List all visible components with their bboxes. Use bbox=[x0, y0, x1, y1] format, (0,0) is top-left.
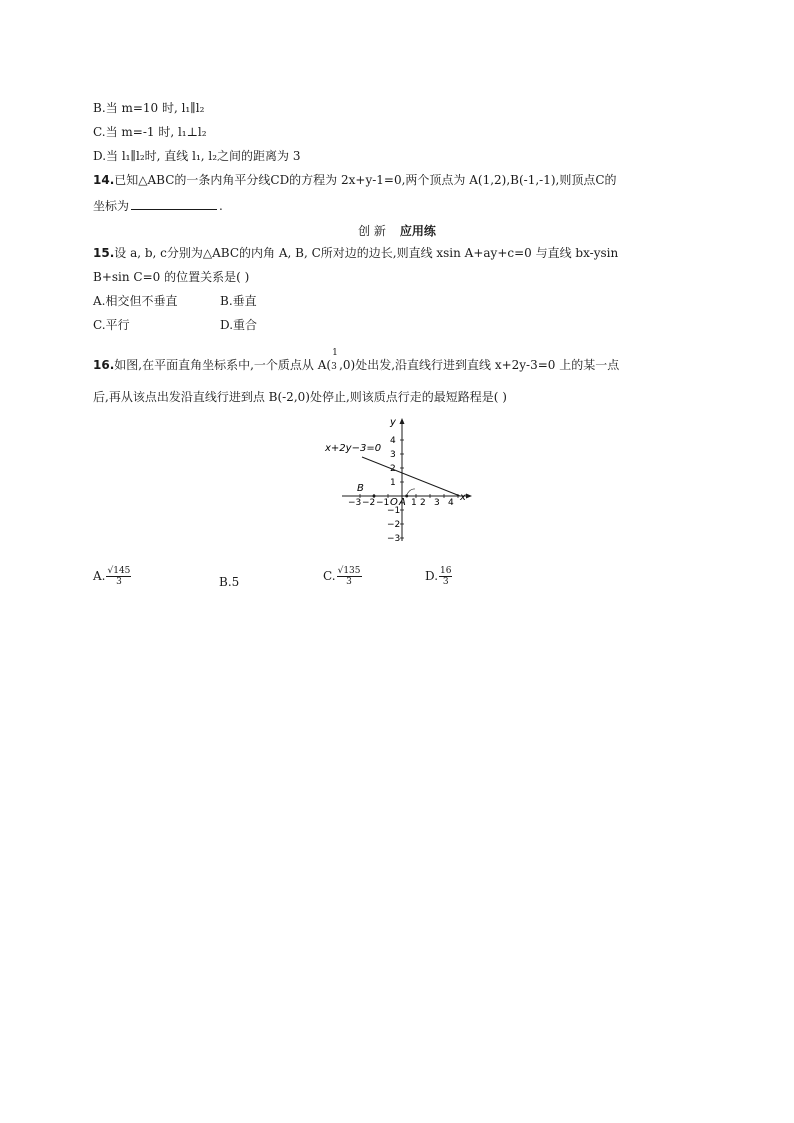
x-tick-label: 1 bbox=[411, 498, 417, 508]
q14-text-1: 已知△ABC的一条内角平分线CD的方程为 2x+y-1=0,两个顶点为 A(1,2),B(-1,-1),则顶点C的 bbox=[114, 173, 617, 187]
q15-line-2: B+sin C=0 的位置关系是( ) bbox=[93, 270, 250, 284]
q13-option-b: B.当 m=10 时, l₁∥l₂ bbox=[93, 101, 205, 115]
section-heading bbox=[0, 222, 794, 239]
q15-option-c[interactable]: C.平行 bbox=[93, 318, 130, 332]
q16-option-d[interactable] bbox=[425, 566, 453, 587]
q16-option-c-den: 3 bbox=[346, 577, 352, 587]
q16-option-d-fraction bbox=[439, 566, 452, 587]
q16-fraction-num: 1 bbox=[332, 348, 338, 358]
x-axis-arrow bbox=[466, 494, 472, 499]
y-tick-label: 3 bbox=[390, 450, 396, 460]
q14-line-2 bbox=[93, 197, 223, 214]
y-tick-label: 1 bbox=[390, 478, 396, 488]
q16-option-a-fraction bbox=[106, 566, 131, 587]
q16-option-c-num: √135 bbox=[337, 566, 361, 576]
q16-line-1 bbox=[93, 348, 620, 375]
q16-text-1b: ,0)处出发,沿直线行进到直线 x+2y-3=0 上的某一点 bbox=[339, 358, 620, 372]
y-axis-arrow bbox=[400, 418, 405, 424]
x-tick-label: 4 bbox=[448, 498, 454, 508]
q15-option-b[interactable]: B.垂直 bbox=[220, 294, 257, 308]
q16-option-d-label: D. bbox=[425, 569, 439, 583]
x-tick-label: −3 bbox=[348, 498, 362, 508]
q16-option-d-num: 16 bbox=[440, 566, 452, 576]
y-tick-label: 4 bbox=[390, 436, 396, 446]
q16-option-d-den: 3 bbox=[442, 577, 449, 587]
q16-option-c[interactable] bbox=[323, 566, 363, 587]
point-a-label: A bbox=[399, 497, 406, 508]
x-axis-label: x bbox=[460, 492, 466, 503]
q15-line-1 bbox=[93, 245, 618, 261]
q14-text-2: 坐标为 bbox=[93, 199, 130, 213]
q16-option-b[interactable]: B.5 bbox=[219, 575, 240, 589]
section-heading-part1: 创 新 bbox=[358, 224, 386, 238]
origin-label: O bbox=[390, 497, 398, 508]
line-label: x+2y−3=0 bbox=[325, 443, 382, 454]
y-axis-label: y bbox=[390, 417, 396, 428]
q14-text-2-end: . bbox=[219, 199, 223, 213]
q16-option-a-den: 3 bbox=[116, 577, 122, 587]
q13-option-d: D.当 l₁∥l₂时, 直线 l₁, l₂之间的距离为 3 bbox=[93, 149, 301, 163]
x-tick-label: −2 bbox=[362, 498, 376, 508]
x-tick-label: 2 bbox=[420, 498, 426, 508]
x-tick-label: −1 bbox=[376, 498, 390, 508]
q16-number: 16. bbox=[93, 358, 115, 372]
q16-line-2: 后,再从该点出发沿直线行进到点 B(-2,0)处停止,则该质点行走的最短路程是( ) bbox=[93, 390, 507, 404]
q16-option-a[interactable] bbox=[93, 566, 132, 587]
q15-number: 15. bbox=[93, 246, 115, 260]
x-tick-label: 3 bbox=[434, 498, 440, 508]
y-tick-label: −2 bbox=[387, 520, 401, 530]
q16-option-c-fraction bbox=[337, 566, 362, 587]
q13-option-c: C.当 m=-1 时, l₁⊥l₂ bbox=[93, 125, 207, 139]
q15-option-d[interactable]: D.重合 bbox=[220, 318, 258, 332]
q16-option-a-num: √145 bbox=[107, 566, 131, 576]
y-tick-label: 2 bbox=[390, 464, 396, 474]
q16-option-a-label: A. bbox=[93, 569, 106, 583]
q16-option-c-label: C. bbox=[323, 569, 336, 583]
q14-line-1 bbox=[93, 172, 617, 188]
point-b-label: B bbox=[357, 483, 364, 494]
q14-answer-blank[interactable] bbox=[131, 197, 217, 210]
y-tick-label: −3 bbox=[387, 534, 401, 544]
q16-fraction-den: 3 bbox=[331, 362, 337, 372]
section-heading-part2: 应用练 bbox=[399, 224, 436, 238]
q16-text-1a: 如图,在平面直角坐标系中,一个质点从 A( bbox=[114, 358, 332, 372]
q16-fraction bbox=[331, 348, 339, 375]
q15-option-a[interactable]: A.相交但不垂直 bbox=[93, 294, 178, 308]
y-tick-label: −1 bbox=[387, 506, 401, 516]
q14-number: 14. bbox=[93, 173, 115, 187]
line-x-plus-2y-minus-3 bbox=[362, 457, 460, 496]
q15-text-1: 设 a, b, c分别为△ABC的内角 A, B, C所对边的边长,则直线 xsin A+ay+c=0 与直线 bx-ysin bbox=[114, 246, 619, 260]
coordinate-figure bbox=[320, 415, 480, 545]
